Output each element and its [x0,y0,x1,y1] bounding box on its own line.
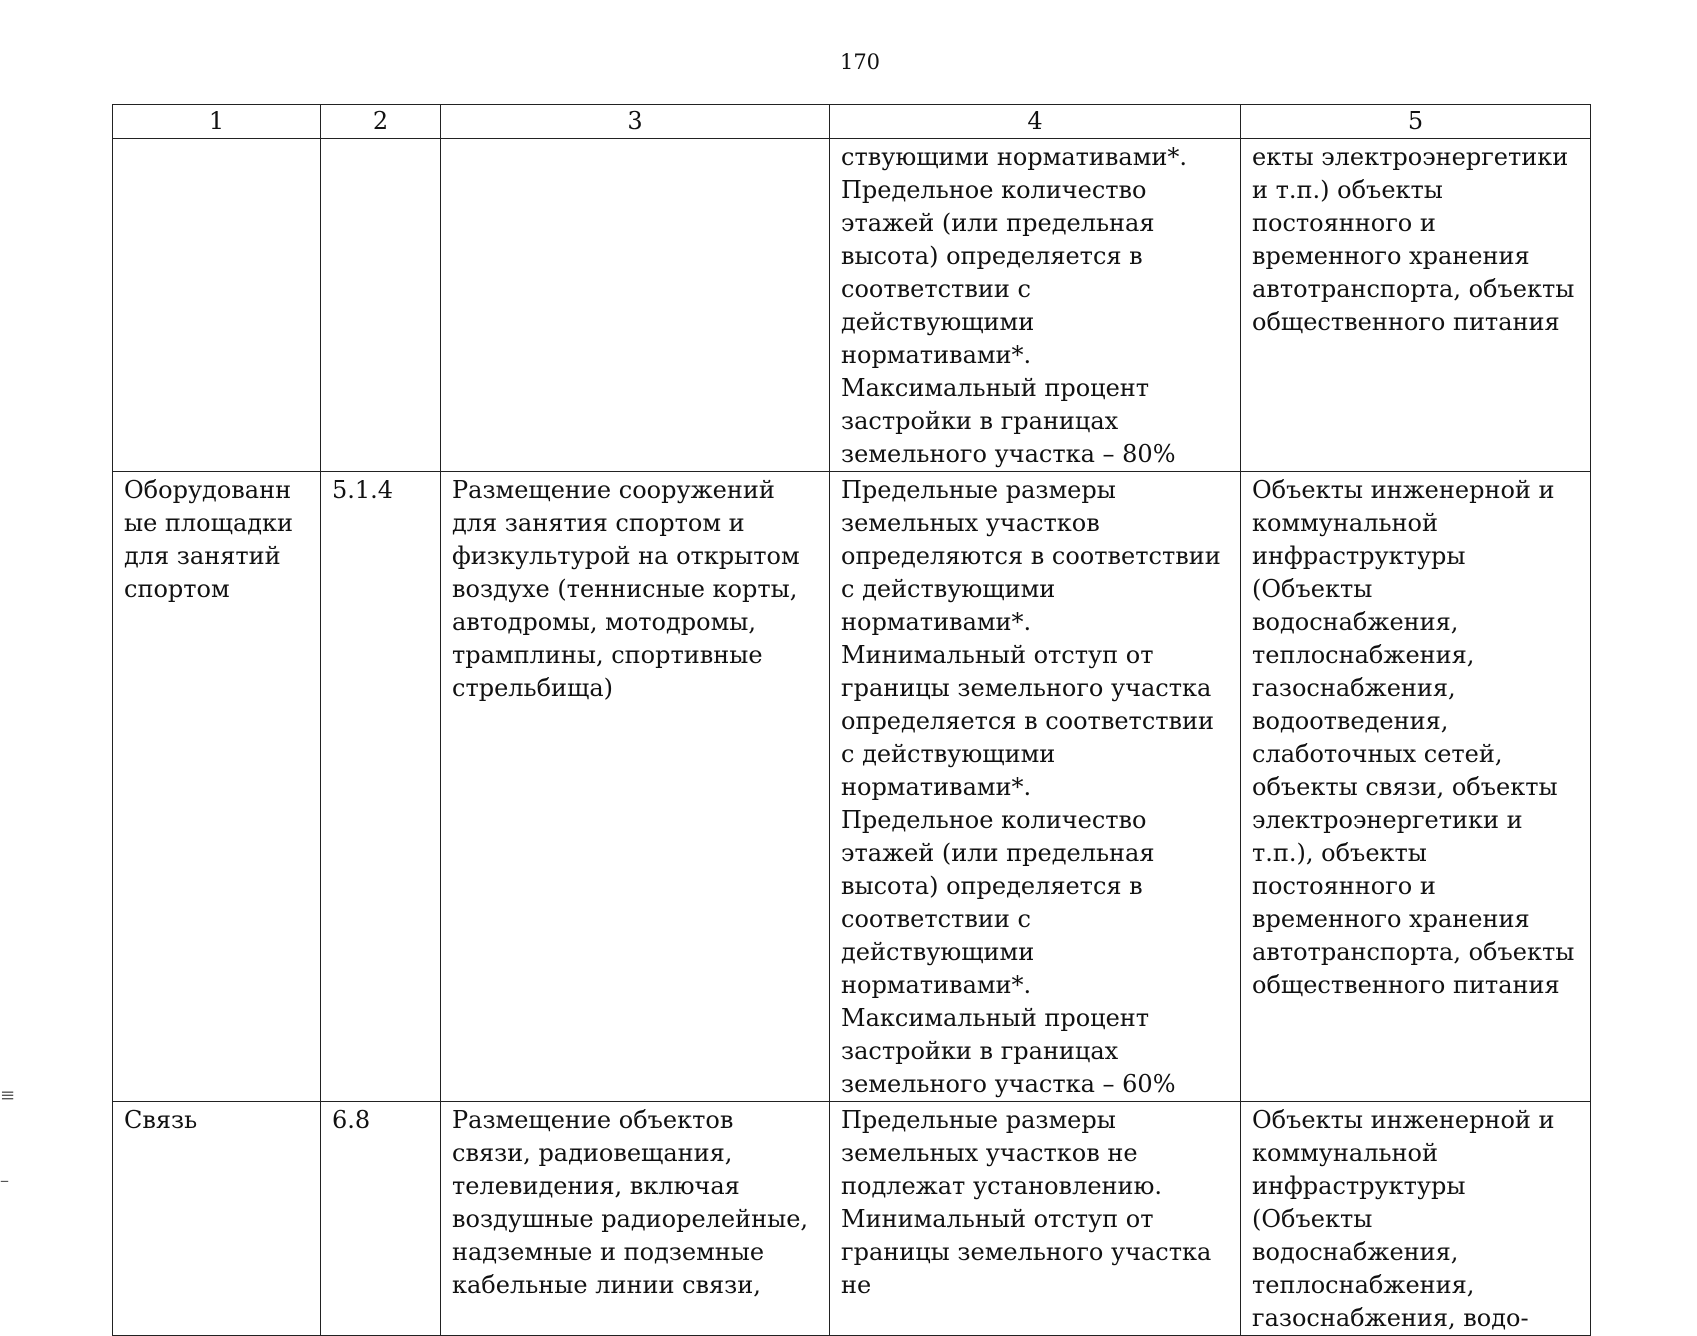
regulations-table [112,104,1591,1336]
column-header: 1 [113,105,321,139]
table-row [113,1102,1591,1336]
use-code-cell: 5.1.4 [321,472,441,1102]
table-row [113,139,1591,472]
use-name-cell: Связь [113,1102,321,1336]
column-header: 2 [321,105,441,139]
auxiliary-uses-cell: Объекты инженерной и коммунальной инфраструктуры (Объекты водоснабжения, теплоснабжения, газоснабжения, водо- [1241,1102,1591,1336]
use-description-cell: Размещение сооружений для занятия спортом и физкультурой на открытом воздухе (теннисные корты, автодромы, мотодромы, трамплины, спортивные стрельбища) [441,472,830,1102]
table-header-row [113,105,1591,139]
margin-mark: ≡ [0,1085,16,1106]
margin-mark: – [0,1170,9,1191]
use-name-cell: Оборудованные площадки для занятий спортом [113,472,321,1102]
parameters-cell: ствующими нормативами*. Предельное количество этажей (или предельная высота) определяется в соответствии с действующими нормативами*. Максимальный процент застройки в границах земельного участка – 80% [830,139,1241,472]
parameters-cell: Предельные размеры земельных участков не подлежат установлению. Минимальный отступ от границы земельного участка не [830,1102,1241,1336]
column-header: 5 [1241,105,1591,139]
use-code-cell [321,139,441,472]
column-header: 3 [441,105,830,139]
parameters-cell: Предельные размеры земельных участков определяются в соответствии с действующими нормативами*. Минимальный отступ от границы земельного участка определяется в соответствии с действующими нормативами*. Предельное количество этажей (или предельная высота) определяется в соответствии с действующими нормативами*. Максимальный процент застройки в границах земельного участка – 60% [830,472,1241,1102]
use-code-cell: 6.8 [321,1102,441,1336]
auxiliary-uses-cell: Объекты инженерной и коммунальной инфраструктуры (Объекты водоснабжения, теплоснабжения, газоснабжения, водоотведения, слаботочных сетей, объекты связи, объекты электроэнергетики и т.п.), объекты постоянного и временного хранения автотранспорта, объекты общественного питания [1241,472,1591,1102]
table-row [113,472,1591,1102]
auxiliary-uses-cell: екты электроэнергетики и т.п.) объекты постоянного и временного хранения автотранспорта, объекты общественного питания [1241,139,1591,472]
column-header: 4 [830,105,1241,139]
page-number: 170 [839,50,881,74]
use-description-cell [441,139,830,472]
use-description-cell: Размещение объектов связи, радиовещания, телевидения, включая воздушные радиорелейные, надземные и подземные кабельные линии связи, [441,1102,830,1336]
use-name-cell [113,139,321,472]
